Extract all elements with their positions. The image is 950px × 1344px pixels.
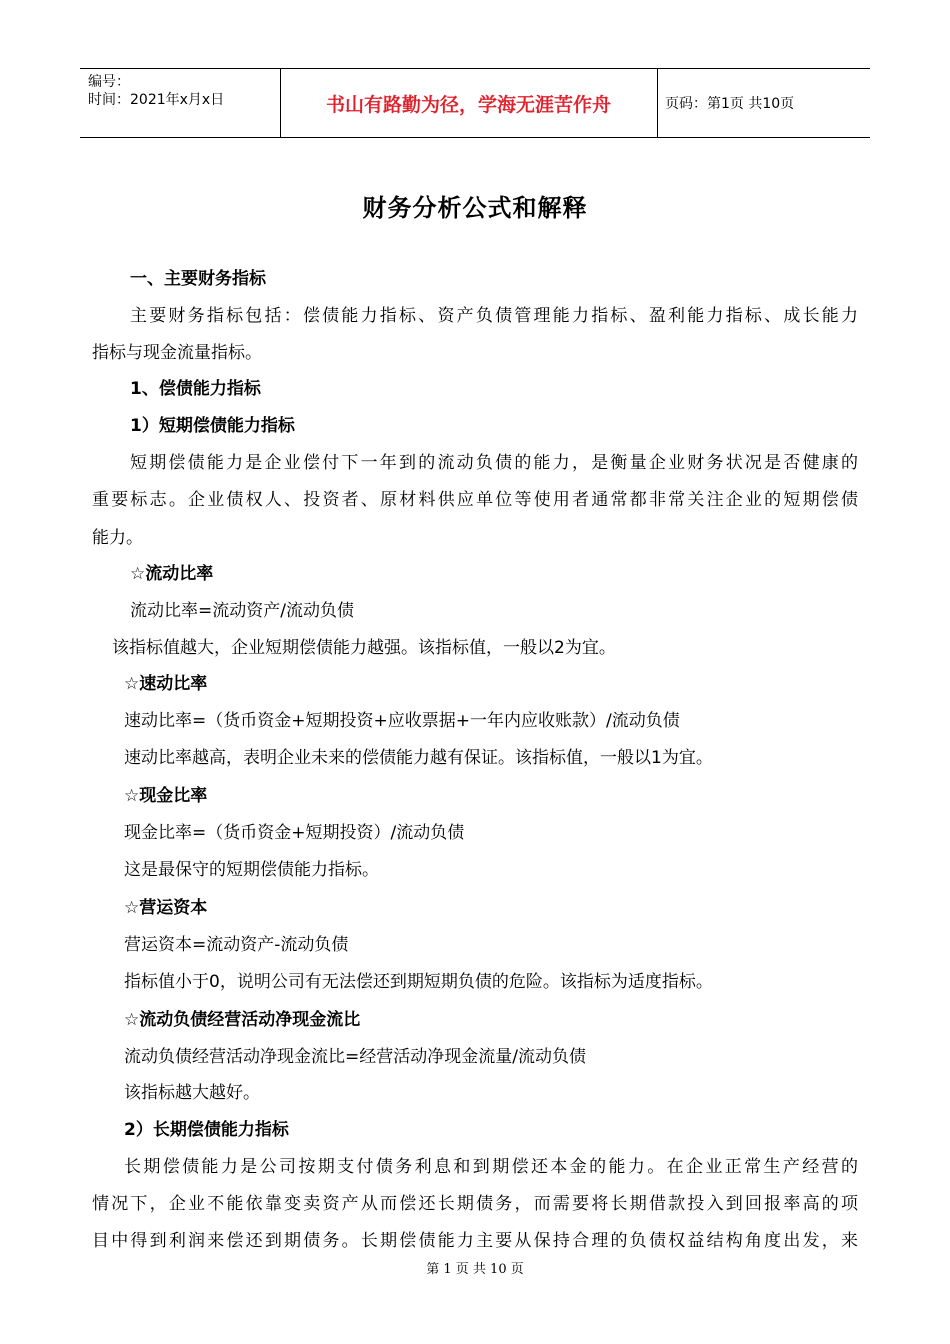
paragraph-line: 指标与现金流量指标。 — [92, 343, 262, 363]
header-divider — [657, 69, 658, 137]
indicator-heading: ☆流动比率 — [130, 564, 214, 584]
paragraph-line: 短期偿债能力是企业偿付下一年到的流动负债的能力，是衡量企业财务状况是否健康的 — [130, 453, 858, 473]
subsection-heading: 2）长期偿债能力指标 — [124, 1120, 289, 1140]
formula-line: 流动负债经营活动净现金流比=经营活动净现金流量/流动负债 — [124, 1047, 586, 1067]
page-footer: 第 1 页 共 10 页 — [426, 1262, 524, 1277]
paragraph-line: 重要标志。企业债权人、投资者、原材料供应单位等使用者通常都非常关注企业的短期偿债 — [92, 490, 858, 510]
indicator-heading: ☆现金比率 — [124, 786, 208, 806]
formula-line: 速动比率=（货币资金+短期投资+应收票据+一年内应收账款）/流动负债 — [124, 711, 680, 731]
formula-line: 现金比率=（货币资金+短期投资）/流动负债 — [124, 823, 465, 843]
formula-line: 营运资本=流动资产-流动负债 — [124, 935, 349, 955]
indicator-heading: ☆流动负债经营活动净现金流比 — [124, 1010, 361, 1030]
paragraph-line: 指标值小于0，说明公司有无法偿还到期短期负债的危险。该指标为适度指标。 — [124, 972, 713, 992]
paragraph-line: 目中得到利润来偿还到期债务。长期偿债能力主要从保持合理的负债权益结构角度出发，来 — [92, 1231, 858, 1251]
formula-line: 流动比率=流动资产/流动负债 — [130, 601, 354, 621]
indicator-heading: ☆营运资本 — [124, 898, 208, 918]
subsection-heading: 1、偿债能力指标 — [130, 379, 261, 399]
header-time: 时间：2021年x月x日 — [88, 92, 225, 108]
paragraph-line: 速动比率越高，表明企业未来的偿债能力越有保证。该指标值，一般以1为宜。 — [124, 748, 713, 768]
paragraph-line: 能力。 — [92, 528, 143, 548]
paragraph-line: 情况下，企业不能依靠变卖资产从而偿还长期债务，而需要将长期借款投入到回报率高的项 — [92, 1194, 858, 1214]
header-number: 编号： — [88, 74, 130, 90]
header-motto: 书山有路勤为径，学海无涯苦作舟 — [325, 93, 611, 116]
section-heading: 一、主要财务指标 — [130, 269, 266, 289]
subsection-heading: 1）短期偿债能力指标 — [130, 416, 295, 436]
document-title: 财务分析公式和解释 — [362, 194, 588, 222]
paragraph-line: 该指标值越大，企业短期偿债能力越强。该指标值，一般以2为宜。 — [112, 638, 616, 658]
paragraph-line: 主要财务指标包括：偿债能力指标、资产负债管理能力指标、盈利能力指标、成长能力 — [130, 306, 858, 326]
paragraph-line: 该指标越大越好。 — [124, 1083, 260, 1103]
header-page-info: 页码：第1页 共10页 — [665, 96, 795, 112]
header-left-cell — [88, 73, 224, 109]
indicator-heading: ☆速动比率 — [124, 674, 208, 694]
page-header — [80, 68, 870, 138]
paragraph-line: 这是最保守的短期偿债能力指标。 — [124, 860, 379, 880]
paragraph-line: 长期偿债能力是公司按期支付债务利息和到期偿还本金的能力。在企业正常生产经营的 — [124, 1157, 858, 1177]
